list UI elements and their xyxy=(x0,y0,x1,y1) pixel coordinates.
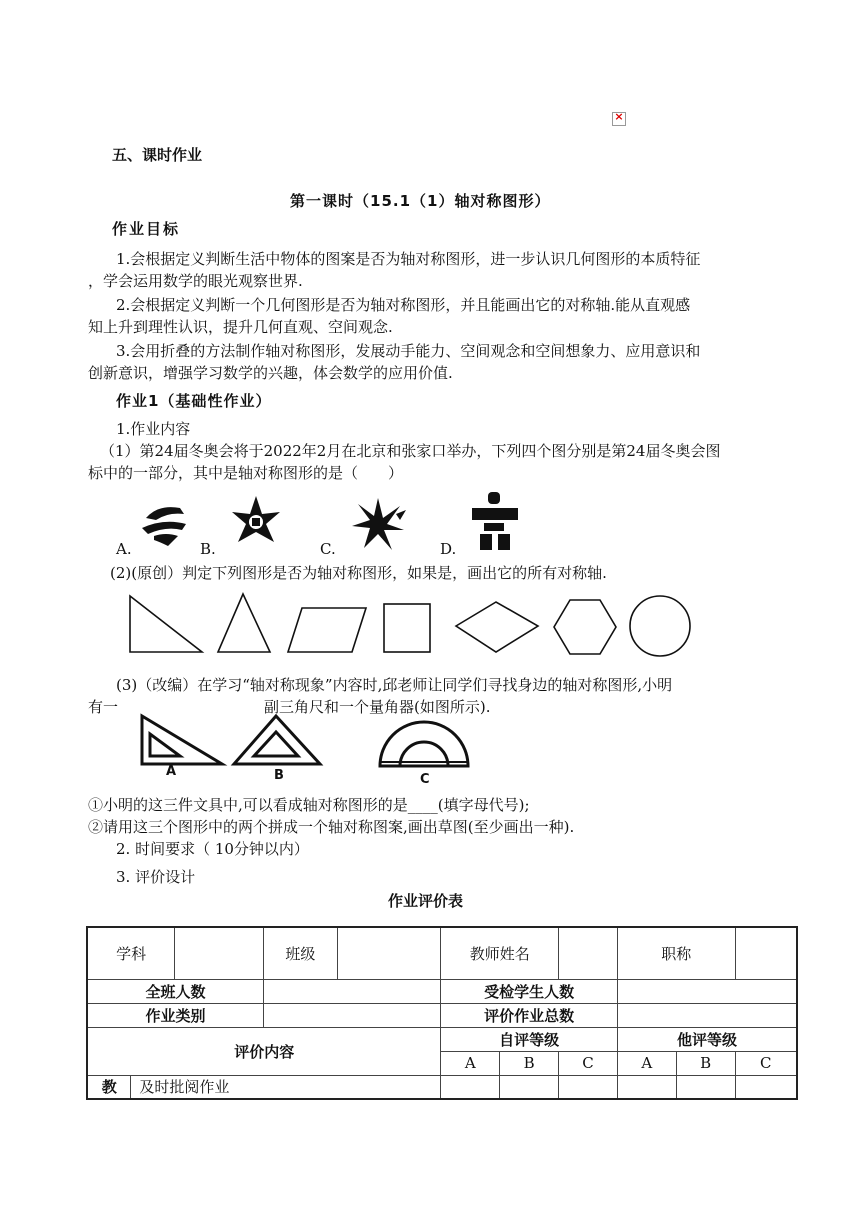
lesson-title: 第一课时（15.1（1）轴对称图形） xyxy=(290,192,551,210)
cell xyxy=(617,1075,676,1099)
hw-type-label: 作业类别 xyxy=(87,1003,263,1027)
goal-3-line1: 3.会用折叠的方法制作轴对称图形，发展动手能力、空间观念和空间想象力、应用意识和 xyxy=(116,342,701,360)
q1-line2: 标中的一部分，其中是轴对称图形的是（ ） xyxy=(88,464,404,482)
square-shape xyxy=(384,604,430,652)
hw-total-label: 评价作业总数 xyxy=(441,1003,618,1027)
evaluation-table xyxy=(86,926,798,1100)
checked-value xyxy=(617,979,797,1003)
table-title: 作业评价表 xyxy=(388,892,464,910)
olympic-icon-a xyxy=(138,496,198,552)
row-item: 及时批阅作业 xyxy=(131,1075,441,1099)
set-square-a xyxy=(142,716,222,764)
broken-image-icon: × xyxy=(612,112,626,126)
q3-sub2: ②请用这三个图形中的两个拼成一个轴对称图案,画出草图(至少画出一种). xyxy=(88,818,575,836)
goal-2-line1: 2.会根据定义判断一个几何图形是否为轴对称图形，并且能画出它的对称轴.能从直观感 xyxy=(116,296,691,314)
q1-line1: （1）第24届冬奥会将于2022年2月在北京和张家口举办，下列四个图分别是第24届冬奥会图 xyxy=(100,442,721,460)
q3-sub1: ①小明的这三件文具中,可以看成轴对称图形的是____(填字母代号); xyxy=(88,796,530,814)
goal-3-line2: 创新意识，增强学习数学的兴趣，体会数学的应用价值. xyxy=(88,364,453,382)
protractor-c xyxy=(380,722,468,766)
label-c: C xyxy=(420,772,430,787)
option-b-label: B. xyxy=(200,540,216,558)
goal-1-line1: 1.会根据定义判断生活中物体的图案是否为轴对称图形，进一步认识几何图形的本质特征 xyxy=(116,250,701,268)
other-grade-b: B xyxy=(676,1051,735,1075)
goals-heading: 作业目标 xyxy=(112,220,181,238)
goal-1-line2: ，学会运用数学的眼光观察世界. xyxy=(88,272,303,290)
olympic-icon-b xyxy=(228,494,284,554)
class-size-label: 全班人数 xyxy=(87,979,263,1003)
hw-type-value xyxy=(263,1003,440,1027)
other-grade-a: A xyxy=(617,1051,676,1075)
option-c-label: C. xyxy=(320,540,336,558)
section-heading: 五、课时作业 xyxy=(112,146,203,164)
cell xyxy=(559,1075,618,1099)
q2-text: (2)(原创）判定下列图形是否为轴对称图形，如果是，画出它的所有对称轴. xyxy=(110,564,607,582)
hexagon-shape xyxy=(554,600,616,654)
q3-line2a: 有一 xyxy=(88,698,119,716)
other-grade-c: C xyxy=(735,1051,797,1075)
q3-stationery xyxy=(130,712,490,790)
row-category: 教 xyxy=(87,1075,131,1099)
set-square-b xyxy=(234,716,320,764)
q3-line2b: 副三角尺和一个量角器(如图所示). xyxy=(264,698,491,716)
teacher-value xyxy=(559,927,618,979)
checked-label: 受检学生人数 xyxy=(441,979,618,1003)
option-d-label: D. xyxy=(440,540,457,558)
cell xyxy=(441,1075,500,1099)
eval-content-label: 评价内容 xyxy=(87,1027,441,1075)
class-value xyxy=(337,927,441,979)
cell xyxy=(500,1075,559,1099)
circle-shape xyxy=(630,596,690,656)
label-a: A xyxy=(166,764,177,779)
isosceles-triangle-shape xyxy=(218,594,270,652)
option-a-label: A. xyxy=(116,540,132,558)
olympic-icon-c xyxy=(348,494,408,554)
hw-total-value xyxy=(617,1003,797,1027)
self-grade-a: A xyxy=(441,1051,500,1075)
content-heading: 1.作业内容 xyxy=(116,420,191,438)
rhombus-shape xyxy=(456,602,538,652)
self-grade-label: 自评等级 xyxy=(441,1027,618,1051)
cell xyxy=(735,1075,797,1099)
subject-value xyxy=(175,927,264,979)
teacher-label: 教师姓名 xyxy=(441,927,559,979)
cell xyxy=(676,1075,735,1099)
right-triangle-shape xyxy=(130,596,202,652)
self-grade-c: C xyxy=(559,1051,618,1075)
q3-line1: (3)（改编）在学习“轴对称现象”内容时,邱老师让同学们寻找身边的轴对称图形,小明 xyxy=(116,676,673,694)
class-size-value xyxy=(263,979,440,1003)
rank-label: 职称 xyxy=(617,927,735,979)
eval-design: 3. 评价设计 xyxy=(116,868,196,886)
goal-2-line2: 知上升到理性认识，提升几何直观、空间观念. xyxy=(88,318,393,336)
q2-shapes xyxy=(126,590,706,660)
other-grade-label: 他评等级 xyxy=(617,1027,797,1051)
label-b: B xyxy=(274,768,284,783)
time-requirement: 2. 时间要求（ 10分钟以内） xyxy=(116,840,309,858)
class-label: 班级 xyxy=(263,927,337,979)
parallelogram-shape xyxy=(288,608,366,652)
olympic-icon-d xyxy=(470,492,520,552)
rank-value xyxy=(735,927,797,979)
subject-label: 学科 xyxy=(87,927,175,979)
hw1-heading: 作业1（基础性作业） xyxy=(116,392,272,410)
self-grade-b: B xyxy=(500,1051,559,1075)
